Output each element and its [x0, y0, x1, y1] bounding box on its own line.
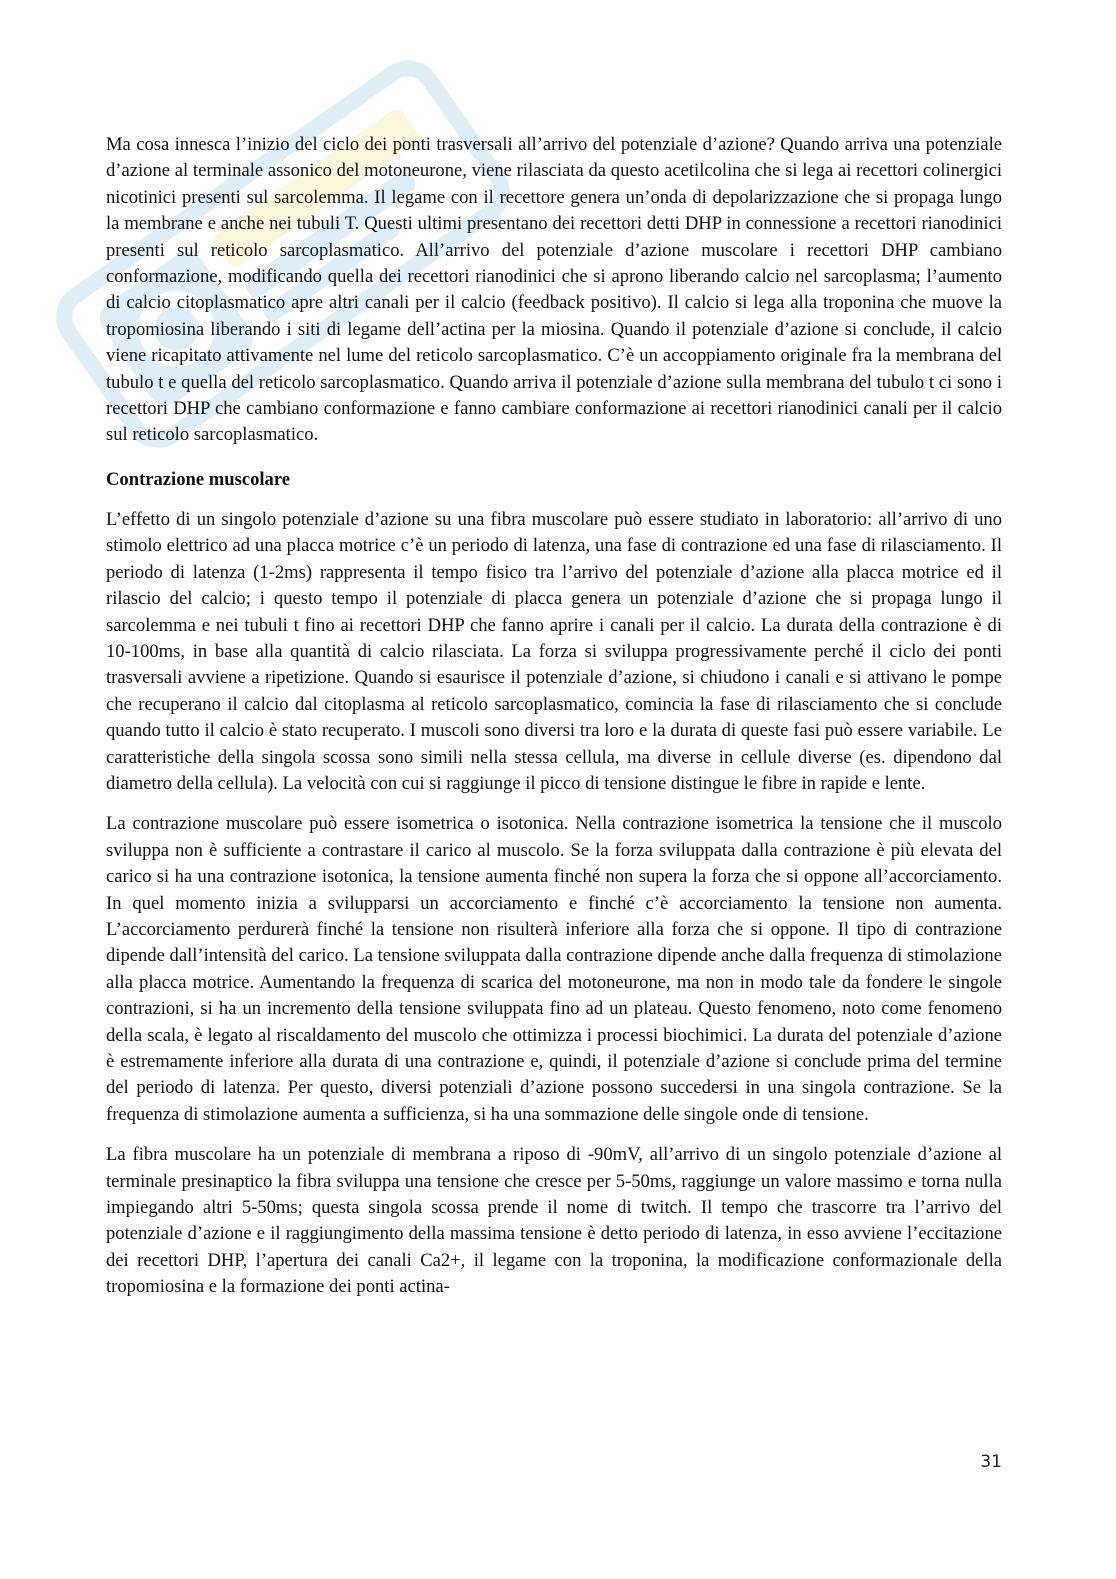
- paragraph-singolo-potenziale: L’effetto di un singolo potenziale d’azione su una fibra muscolare può essere studiato in laboratorio: all’arrivo di uno stimolo elettrico ad una placca motrice c’è un periodo di latenza, una fase di contrazione ed una fase di rilasciamento. Il periodo di latenza (1-2ms) rappresenta il tempo fisico tra l’arrivo del potenziale d’azione alla placca motrice ed il rilascio del calcio; i questo tempo il potenziale di placca genera un potenziale d’azione che si propaga lungo il sarcolemma e nei tubuli t fino ai recettori DHP che fanno aprire i canali per il calcio. La durata della contrazione è di 10-100ms, in base alla quantità di calcio rilasciata. La forza si sviluppa progressivamente perché il ciclo dei ponti trasversali avviene a ripetizione. Quando si esaurisce il potenziale d’azione, si chiudono i canali e si attivano le pompe che recuperano il calcio dal citoplasma al reticolo sarcoplasmatico, comincia la fase di rilasciamento che si conclude quando tutto il calcio è stato recuperato. I muscoli sono diversi tra loro e la durata di queste fasi può essere variabile. Le caratteristiche della singola scossa sono simili nella stessa cellula, ma diverse in cellule diverse (es. dipendono dal diametro della cellula). La velocità con cui si raggiunge il picco di tensione distingue le fibre in rapide e lente.: [106, 508, 1002, 794]
- document-page: [106, 132, 1002, 1301]
- paragraph-isometrica-isotonica: La contrazione muscolare può essere isometrica o isotonica. Nella contrazione isometrica la tensione che il muscolo sviluppa non è sufficiente a contrastare il carico al muscolo. Se la forza sviluppata dalla contrazione è più elevata del carico si ha una contrazione isotonica, la tensione aumenta finché non supera la forza che si oppone all’accorciamento. In quel momento inizia a svilupparsi un accorciamento e finché c’è accorciamento la tensione non aumenta. L’accorciamento perdurerà finché la tensione non risulterà inferiore alla forza che si oppone. Il tipo di contrazione dipende dall’intensità del carico. La tensione sviluppata dalla contrazione dipende anche dalla frequenza di stimolazione alla placca motrice. Aumentando la frequenza di scarica del motoneurone, ma non in modo tale da fondere le singole contrazioni, si ha un incremento della tensione sviluppata fino ad un plateau. Questo fenomeno, noto come fenomeno della scala, è legato al riscaldamento del muscolo che ottimizza i processi biochimici. La durata del potenziale d’azione è estremamente inferiore alla durata di una contrazione e, quindi, il potenziale d’azione si conclude prima del termine del periodo di latenza. Per questo, diversi potenziali d’azione possono succedersi in una singola contrazione. Se la frequenza di stimolazione aumenta a sufficienza, si ha una sommazione delle singole onde di tensione.: [106, 813, 1002, 1125]
- page-number: 31: [980, 1452, 1002, 1472]
- section-heading: Contrazione muscolare: [106, 468, 291, 490]
- paragraph-twitch: La fibra muscolare ha un potenziale di membrana a riposo di -90mV, all’arrivo di un singolo potenziale d’azione al terminale presinaptico la fibra sviluppa una tensione che cresce per 5-50ms, raggiunge un valore massimo e torna nulla impiegando altri 5-50ms; questa singola scossa prende il nome di twitch. Il tempo che trascorre tra l’arrivo del potenziale d’azione e il raggiungimento della massima tensione è detto periodo di latenza, in esso avviene l’eccitazione dei recettori DHP, l’apertura dei canali Ca2+, il legame con la troponina, la modificazione conformazionale della tropomiosina e la formazione dei ponti actina-: [106, 1144, 1002, 1298]
- paragraph-ciclo-ponti: Ma cosa innesca l’inizio del ciclo dei ponti trasversali all’arrivo del potenziale d’azione? Quando arriva una potenziale d’azione al terminale assonico del motoneurone, viene rilasciata da questo acetilcolina che si lega ai recettori colinergici nicotinici presenti sul sarcolemma. Il legame con il recettore genera un’onda di depolarizzazione che si propaga lungo la membrane e anche nei tubuli T. Questi ultimi presentano dei recettori detti DHP in connessione a recettori rianodinici presenti sul reticolo sarcoplasmatico. All’arrivo del potenziale d’azione muscolare i recettori DHP cambiano conformazione, modificando quella dei recettori rianodinici che si aprono liberando calcio nel sarcoplasma; l’aumento di calcio citoplasmatico apre altri canali per il calcio (feedback positivo). Il calcio si lega alla troponina che muove la tropomiosina liberando i siti di legame dell’actina per la miosina. Quando il potenziale d’azione si conclude, il calcio viene ricapitato attivamente nel lume del reticolo sarcoplasmatico. C’è un accoppiamento originale fra la membrana del tubulo t e quella del reticolo sarcoplasmatico. Quando arriva il potenziale d’azione sulla membrana del tubulo t ci sono i recettori DHP che cambiano conformazione e fanno cambiare conformazione ai recettori rianodinici canali per il calcio sul reticolo sarcoplasmatico.: [106, 134, 1002, 446]
